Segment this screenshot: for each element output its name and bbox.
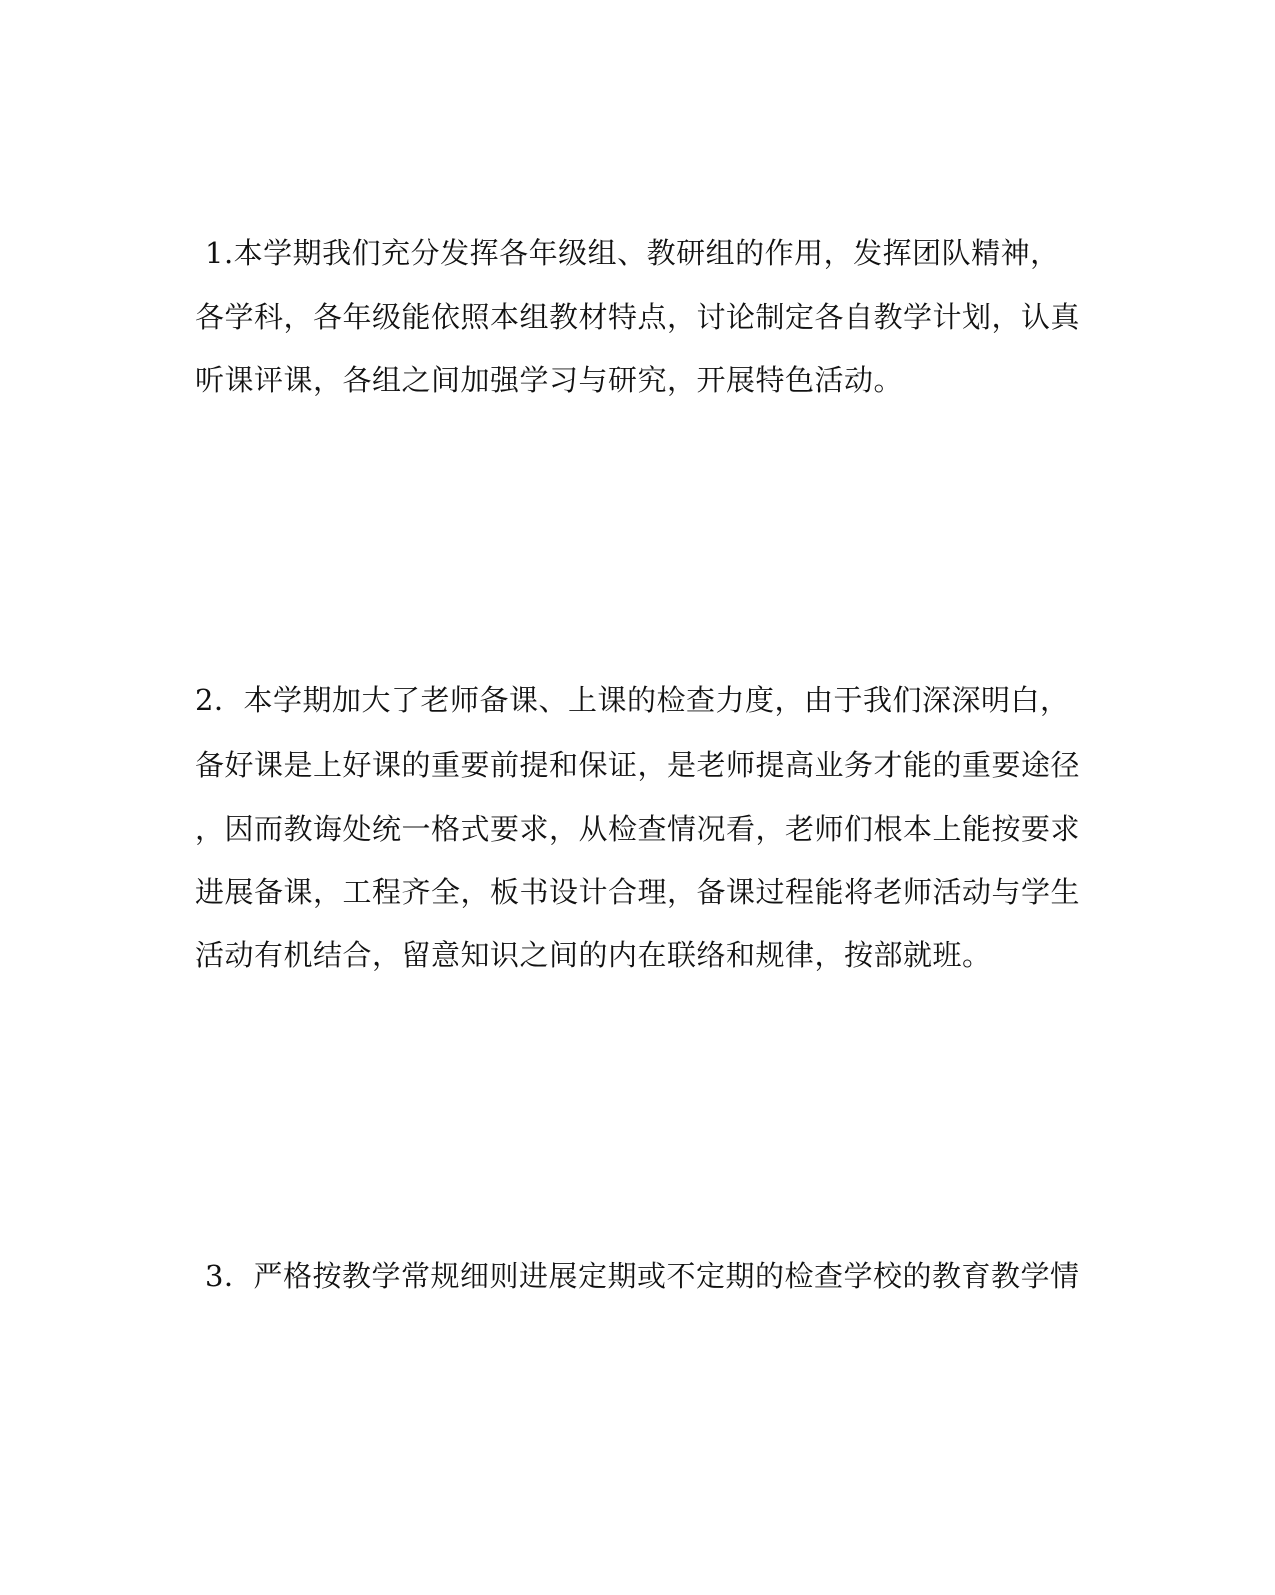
paragraph-line: 1.本学期我们充分发挥各年级组、教研组的作用，发挥团队精神， bbox=[205, 236, 1060, 270]
paragraph-line: 备好课是上好课的重要前提和保证，是老师提高业务才能的重要途径 bbox=[195, 748, 1081, 782]
paragraph-line: 活动有机结合，留意知识之间的内在联络和规律，按部就班。 bbox=[195, 938, 992, 972]
paragraph-line: 3．严格按教学常规细则进展定期或不定期的检查学校的教育教学情 bbox=[205, 1259, 1080, 1293]
paragraph-line: 2．本学期加大了老师备课、上课的检查力度，由于我们深深明白， bbox=[195, 683, 1070, 717]
paragraph-line: 进展备课，工程齐全，板书设计合理，备课过程能将老师活动与学生 bbox=[195, 875, 1081, 909]
paragraph-line: ，因而教诲处统一格式要求，从检查情况看，老师们根本上能按要求 bbox=[195, 812, 1081, 846]
paragraph-line: 听课评课，各组之间加强学习与研究，开展特色活动。 bbox=[195, 363, 904, 397]
paragraph-line: 各学科，各年级能依照本组教材特点，讨论制定各自教学计划，认真 bbox=[195, 300, 1081, 334]
